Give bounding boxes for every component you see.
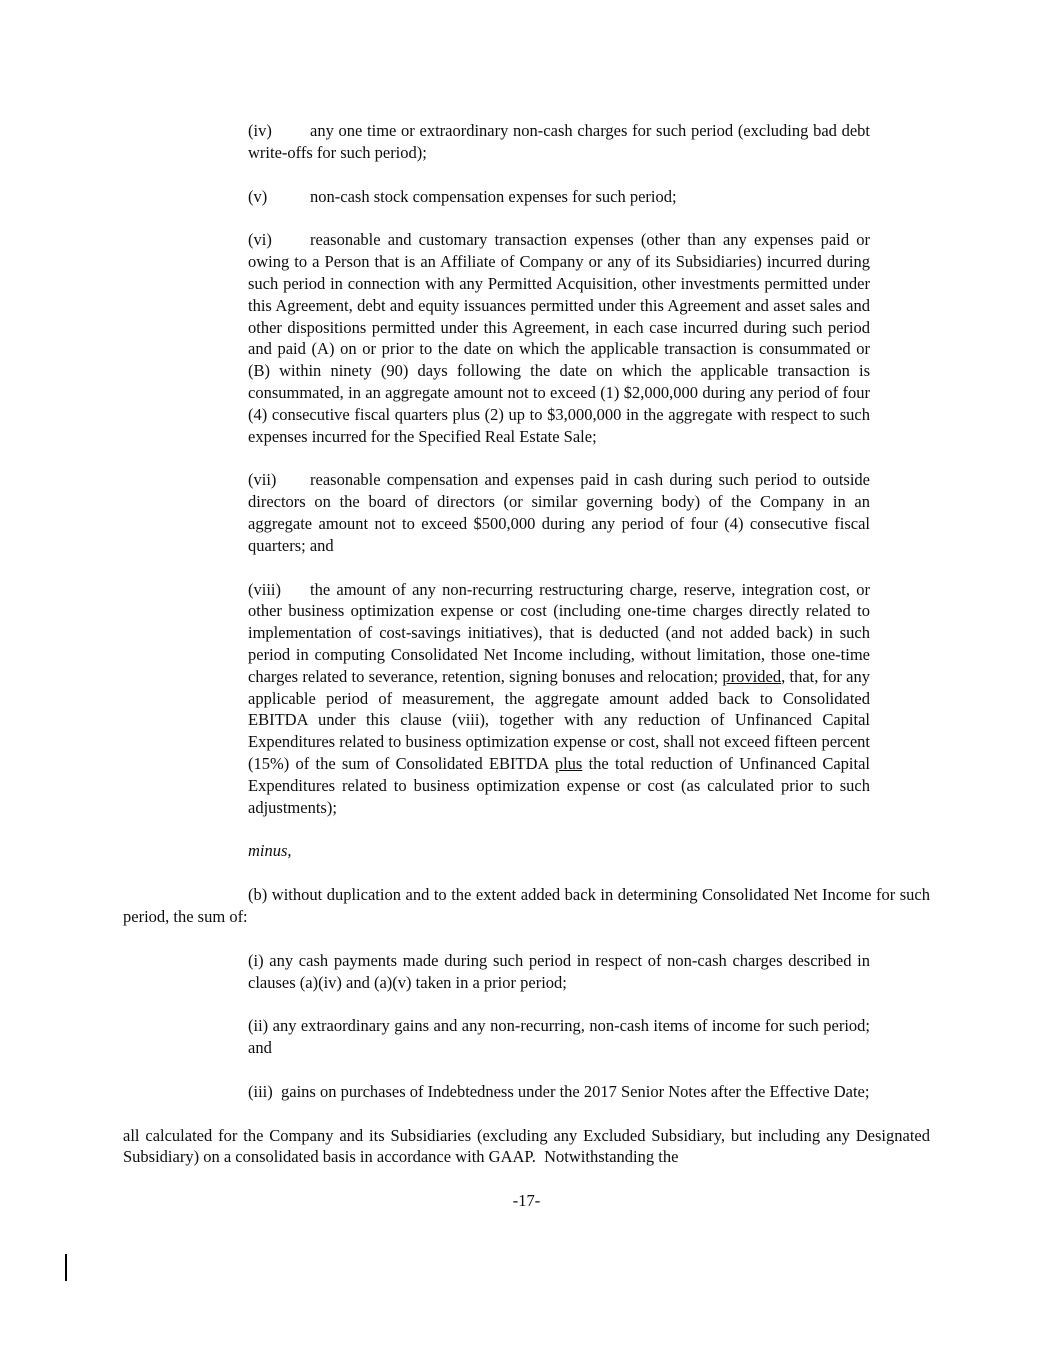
clause-text: reasonable compensation and expenses paid in cash during such period to outside directors on the board of directors (or similar governing body) of the Company in an aggregate amount not to exceed $500,000 during any period of four (4) consecutive fiscal quarters; and (248, 470, 870, 555)
clause-a-iv (248, 120, 870, 164)
clause-text: any one time or extraordinary non-cash charges for such period (excluding bad debt write-offs for such period); (248, 121, 870, 162)
clause-number: (vi) (248, 230, 272, 250)
clause-text: non-cash stock compensation expenses for such period; (310, 186, 677, 206)
clause-a-vi (248, 229, 870, 447)
clause-a-vii (248, 469, 870, 556)
clause-b-ii: (ii) any extraordinary gains and any non-recurring, non-cash items of income for such period; and (248, 1016, 870, 1058)
clause-b-i: (i) any cash payments made during such period in respect of non-cash charges described in clauses (a)(iv) and (a)(v) taken in a prior period; (248, 950, 870, 992)
clause-number: (iv) (248, 121, 272, 140)
clause-number: (v) (248, 186, 268, 206)
clause-b-iii: (iii) gains on purchases of Indebtedness under the 2017 Senior Notes after the Effective Date; (248, 1081, 870, 1101)
clause-number: (viii) (248, 579, 281, 599)
revision-change-bar (65, 1254, 67, 1281)
clause-a-v (248, 186, 870, 208)
page-number: -17- (512, 1191, 541, 1211)
clause-text: the amount of any non-recurring restructuring charge, reserve, integration cost, or other business optimization expense or cost (including one-time charges directly related to implementation of cost-savings initiatives), that is deducted (and not added back) in such period in computing Consolidated Net Income including, without limitation, those one-time charges related to severance, retention, signing bonuses and relocation; provided, that, for any applicable period of measurement, the aggregate amount added back to Consolidated EBITDA under this clause (viii), together with any reduction of Unfinanced Capital Expenditures related to business optimization expense or cost, shall not exceed fifteen percent (15%) of the sum of Consolidated EBITDA plus the total reduction of Unfinanced Capital Expenditures related to business optimization expense or cost (as calculated prior to such adjustments); (248, 579, 870, 817)
document-page (123, 120, 930, 1212)
clause-text: reasonable and customary transaction expenses (other than any expenses paid or owing to a Person that is an Affiliate of Company or any of its Subsidiaries) incurred during such period in connection with any Permitted Acquisition, other investments permitted under this Agreement, debt and equity issuances permitted under this Agreement and asset sales and other dispositions permitted under this Agreement, in each case incurred during such period and paid (A) on or prior to the date on which the applicable transaction is consummated or (B) within ninety (90) days following the date on which the applicable transaction is consummated, in an aggregate amount not to exceed (1) $2,000,000 during any period of four (4) consecutive fiscal quarters plus (2) up to $3,000,000 in the aggregate with respect to such expenses incurred for the Specified Real Estate Sale; (248, 230, 870, 446)
clause-a-viii (248, 579, 870, 819)
minus-connector: minus, (248, 841, 292, 861)
closing-paragraph: all calculated for the Company and its Subsidiaries (excluding any Excluded Subsidiary, but including any Designated Subsidiary) on a consolidated basis in accordance with GAAP. Notwithstanding the (123, 1125, 930, 1167)
paragraph-b: (b) without duplication and to the extent added back in determining Consolidated Net Income for such period, the sum of: (123, 885, 930, 926)
clause-number: (vii) (248, 470, 277, 490)
